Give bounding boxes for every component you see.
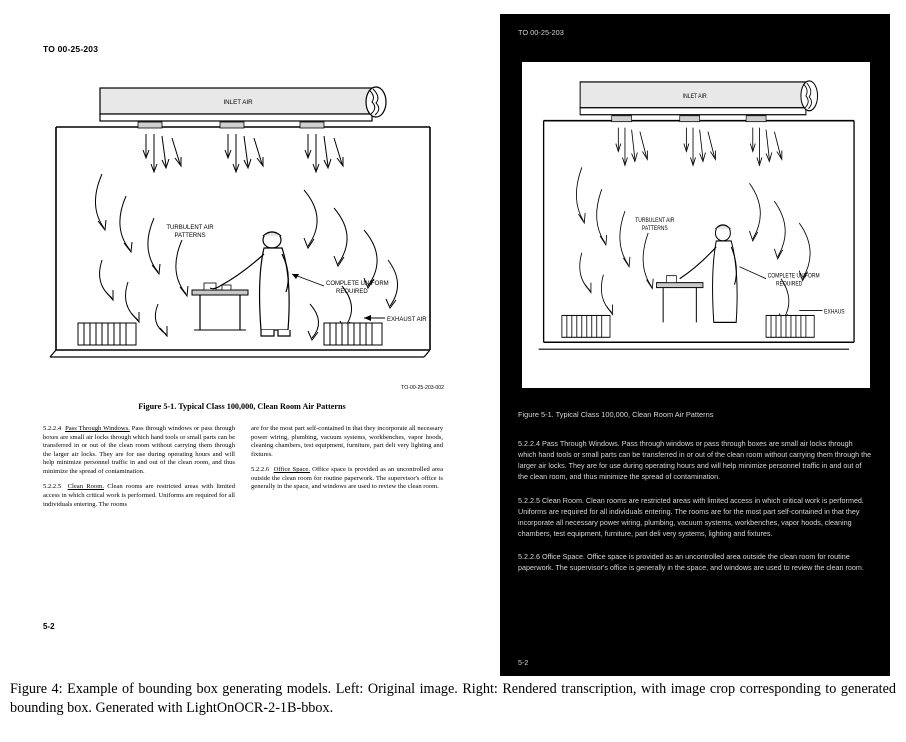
- section-heading: Clean Room.: [67, 483, 104, 491]
- paragraph-5226: [251, 466, 443, 492]
- svg-text:EXHAUST AIR: EXHAUST AIR: [387, 317, 427, 323]
- section-text: are for the most part self-contained in that they incorporate all necessary power wiring, plumbing, vacuum systems, workbenches, vapor hoods, cleaning chambers, test equipment, furniture, part deli very lighting and fixtures.: [251, 425, 443, 458]
- svg-text:TURBULENT AIR: TURBULENT AIR: [166, 225, 214, 231]
- paragraph-5224-rendered: 5.2.2.4 Pass Through Windows. Pass through windows or pass through boxes are small air locks through which hand tools or small parts can be transferred in or out of the clean room without carrying them through the larger air locks. They are for use during operating hours and will help minimize personnel traffic in and out of the clean room, and thus minimize the spread of contamination.: [518, 439, 872, 482]
- clean-room-diagram-original: [42, 78, 442, 390]
- figure-code-left: TO-00-25-203-002: [401, 385, 444, 391]
- svg-text:PATTERNS: PATTERNS: [641, 225, 668, 233]
- section-text: Office space is provided as an uncontrolled area outside the clean room for routine paperwork. The supervisor's office is generally in the space, and windows are used to review the clean room.: [251, 466, 444, 491]
- section-text: Clean rooms are restricted areas with limited access in which critical work is performed. Uniforms are required for all individuals entering. The rooms: [43, 483, 235, 508]
- figure-caption-left: Figure 5-1. Typical Class 100,000, Clean Room Air Patterns: [138, 402, 346, 411]
- svg-text:COMPLETE UNIFORM: COMPLETE UNIFORM: [767, 273, 820, 280]
- section-number: 5.2.2.5: [43, 483, 62, 491]
- svg-text:EXHAUS: EXHAUS: [824, 309, 845, 316]
- figure-caption-right: Figure 5-1. Typical Class 100,000, Clean Room Air Patterns: [518, 410, 714, 419]
- section-heading: Pass Through Windows.: [65, 425, 130, 432]
- svg-text:PATTERNS: PATTERNS: [174, 233, 206, 239]
- rendered-transcription-panel: [500, 14, 890, 676]
- svg-text:INLET AIR: INLET AIR: [223, 99, 253, 106]
- paragraph-continuation: [251, 425, 443, 459]
- page-number-left: 5-2: [43, 622, 55, 631]
- figure-caption: Figure 4: Example of bounding box generating models. Left: Original image. Right: Rendered transcription, with image crop corresponding to generated bounding box. Generated with LightOnOCR-2-1B-bbox.: [10, 681, 896, 717]
- body-columns-left: [43, 425, 443, 516]
- paragraph-5226-rendered: 5.2.2.6 Office Space. Office space is provided as an uncontrolled area outside the clean room for routine paperwork. The supervisor's office is generally in the space, and windows are used to review the clean room.: [518, 552, 864, 573]
- svg-text:REQUIRED: REQUIRED: [336, 289, 368, 295]
- document-id-right: TO 00-25-203: [518, 28, 564, 37]
- body-column-1: [43, 425, 235, 516]
- bounding-box-image-crop: [522, 62, 870, 388]
- section-text: Pass through windows or pass through boxes are small air locks through which hand tools or small parts can be transferred in or out of the clean room without carrying them through the larger air locks. They are for use during operating hours and will help minimize personnel traffic in and out of the clean room, and thus minimize the spread of contamination.: [43, 425, 236, 475]
- section-number: 5.2.2.6: [251, 466, 270, 474]
- page-number-right: 5-2: [518, 658, 529, 667]
- paragraph-5225: [43, 483, 235, 509]
- section-heading: Office Space.: [273, 466, 310, 474]
- clean-room-diagram-crop: [532, 72, 864, 382]
- body-column-2: [251, 425, 443, 516]
- paragraph-5224: [43, 425, 235, 476]
- paragraph-5225-rendered: 5.2.2.5 Clean Room. Clean rooms are restricted areas with limited access in which critical work is performed. Uniforms are required for all individuals entering. The rooms are for the most part self-contained in that they incorporate all necessary power wiring, plumbing, vacuum systems, workbenches, vapor hoods, cleaning chambers, test equipment, furniture, part deli very systems, lighting and fixtures.: [518, 495, 864, 539]
- svg-text:INLET AIR: INLET AIR: [682, 93, 707, 101]
- svg-text:TURBULENT AIR: TURBULENT AIR: [635, 217, 675, 225]
- svg-text:COMPLETE UNIFORM: COMPLETE UNIFORM: [326, 281, 389, 287]
- document-id-left: TO 00-25-203: [43, 44, 99, 54]
- section-number: 5.2.2.4: [43, 425, 62, 432]
- transcribed-body-text: [518, 438, 873, 586]
- svg-text:REQUIRED: REQUIRED: [776, 281, 803, 288]
- original-image-panel: [0, 0, 490, 676]
